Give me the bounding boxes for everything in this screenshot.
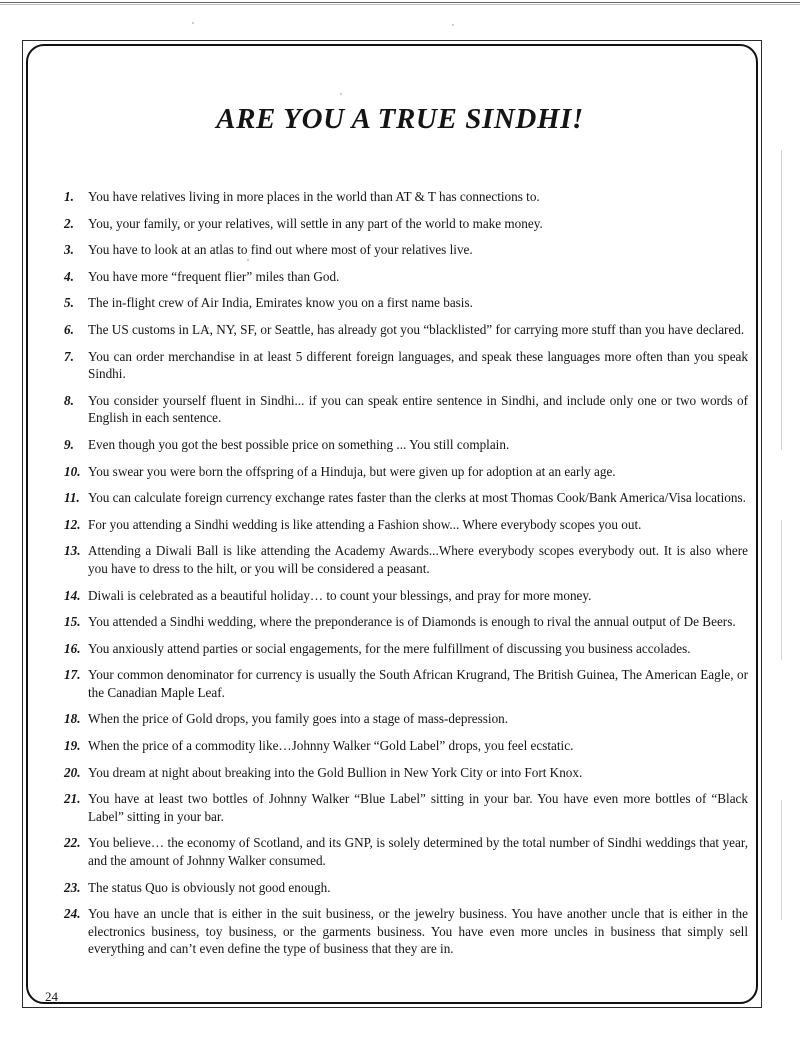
list-item [62,436,748,454]
list-item-text: You have at least two bottles of Johnny Walker “Blue Label” sitting in your bar. You have even more bottles of “Black Label” sitting in your bar. [88,791,748,824]
list-item [62,294,748,312]
list-item-number: 18. [64,711,81,727]
list-item-text: You anxiously attend parties or social engagements, for the mere fulfillment of discussing you business accolades. [88,640,691,656]
list-item [62,188,748,206]
list-item-text: For you attending a Sindhi wedding is like attending a Fashion show... Where everybody scopes you out. [88,516,642,532]
list-item-number: 15. [64,614,81,630]
list-item-text: The status Quo is obviously not good enough. [88,879,331,895]
list-item [62,834,748,869]
list-item-number: 22. [64,835,81,851]
list-item-number: 21. [64,791,81,807]
list-item [62,463,748,481]
list-item-text: When the price of a commodity like…Johnny Walker “Gold Label” drops, you feel ecstatic. [88,738,574,754]
page-number: 24 [45,989,58,1004]
list-item-number: 10. [64,463,81,479]
list-item-text: You attended a Sindhi wedding, where the preponderance is of Diamonds is enough to rival the annual output of De Beers. [88,614,736,630]
list-item-number: 17. [64,667,81,683]
list-item-number: 7. [64,348,74,364]
list-item-text: You can order merchandise in at least 5 different foreign languages, and speak these languages more often than you speak Sindhi. [88,348,748,382]
list-item-number: 11. [64,490,80,506]
page-title: ARE YOU A TRUE SINDHI! [216,103,584,135]
list-item-number: 19. [64,738,81,754]
list-item [62,268,748,286]
list-item-text: You have more “frequent flier” miles than God. [88,268,340,284]
list-item-text: Your common denominator for currency is usually the South African Krugrand, The British Guinea, The American Eagle, or the Canadian Maple Leaf. [88,667,748,700]
list-item [62,710,748,728]
list-item [62,764,748,782]
list-item [62,241,748,259]
list-item-number: 2. [64,215,74,231]
list-item-text: The in-flight crew of Air India, Emirates know you on a first name basis. [88,295,473,311]
list-item-number: 24. [64,906,81,922]
list-item-text: You swear you were born the offspring of a Hinduja, but were given up for adoption at an early age. [88,463,616,479]
list-item-text: You have relatives living in more places in the world than AT & T has connections to. [88,189,540,204]
list-item [62,905,748,958]
list-item [62,790,748,825]
list-item [62,321,748,339]
list-item-text: You have an uncle that is either in the suit business, or the jewelry business. You have another uncle that is either in the electronics business, toy business, or the garments business. You have even more uncles in business that simply sell everything and can’t even define the type of business that they are in. [88,906,748,957]
list-item [62,348,748,383]
list-item-text: You believe… the economy of Scotland, and its GNP, is solely determined by the total number of Sindhi weddings that year, and the amount of Johnny Walker consumed. [88,835,748,869]
list-item-text: Diwali is celebrated as a beautiful holiday… to count your blessings, and pray for more money. [88,587,592,603]
list-item-number: 9. [64,436,74,452]
list-item [62,392,748,427]
list-item [62,587,748,605]
list-item-number: 6. [64,321,74,337]
list-item [62,737,748,755]
list-item-number: 20. [64,764,81,780]
list-item [62,542,748,577]
list-item-text: When the price of Gold drops, you family goes into a stage of mass-depression. [88,711,509,727]
list-item [62,666,748,701]
list-item-text: You can calculate foreign currency exchange rates faster than the clerks at most Thomas Cook/Bank America/Visa locations. [88,490,746,506]
list-item [62,215,748,233]
list-item-number: 12. [64,516,81,532]
list-item-number: 16. [64,640,81,656]
list-item [62,516,748,534]
list-item-number: 14. [64,587,81,603]
list-item [62,613,748,631]
list-item-number: 5. [64,295,74,311]
list-item-number: 1. [64,189,74,204]
list-item-text: You have to look at an atlas to find out where most of your relatives live. [88,242,473,258]
list-item-text: You dream at night about breaking into the Gold Bullion in New York City or into Fort Knox. [88,764,583,780]
list-item-text: The US customs in LA, NY, SF, or Seattle, has already got you “blacklisted” for carrying more stuff than you have declared. [88,321,745,337]
list-item-text: Even though you got the best possible price on something ... You still complain. [88,436,510,452]
list-item-text: You, your family, or your relatives, will settle in any part of the world to make money. [88,215,543,231]
numbered-list [62,188,748,967]
list-item-number: 23. [64,879,81,895]
list-item [62,879,748,897]
list-item [62,489,748,507]
list-item-number: 3. [64,242,74,258]
list-item-text: You consider yourself fluent in Sindhi... if you can speak entire sentence in Sindhi, and include only one or two words of English in each sentence. [88,392,748,426]
list-item-text: Attending a Diwali Ball is like attending the Academy Awards...Where everybody scopes everybody out. It is also where you have to dress to the hilt, or you will be considered a peasant. [88,543,748,576]
list-item-number: 8. [64,392,74,408]
list-item [62,640,748,658]
list-item-number: 4. [64,268,74,284]
list-item-number: 13. [64,543,81,559]
